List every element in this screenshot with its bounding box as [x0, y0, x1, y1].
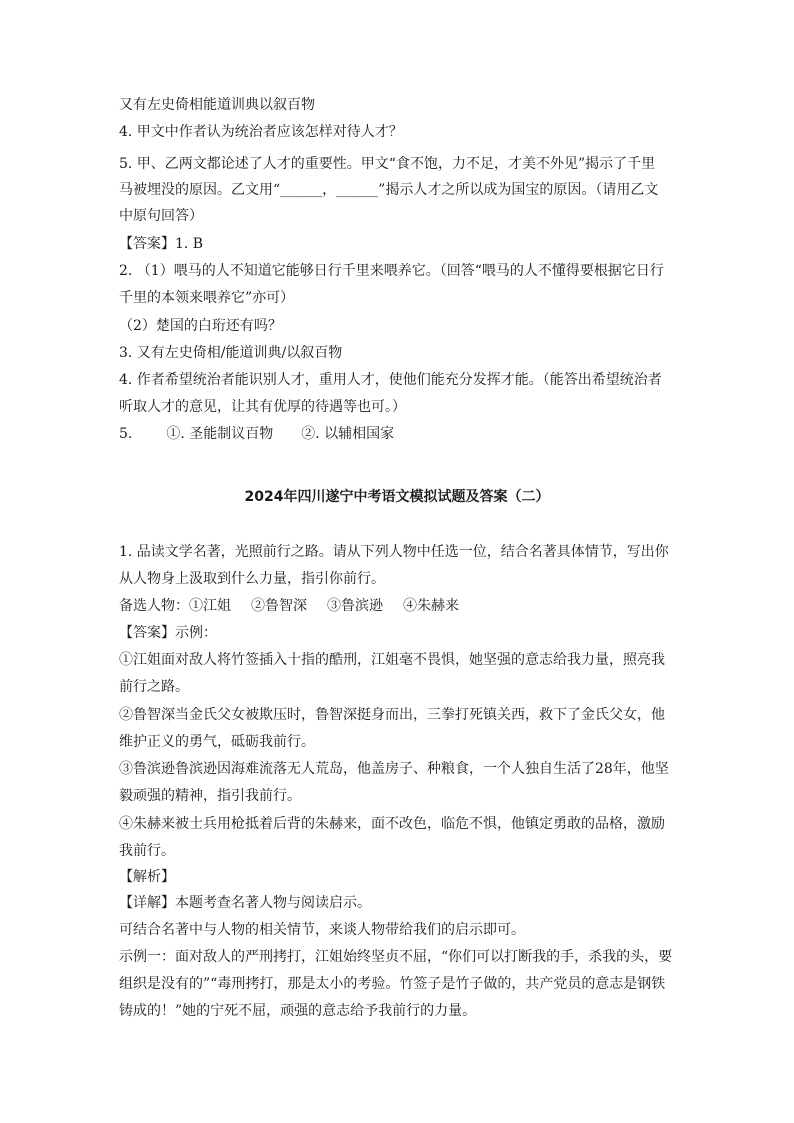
example-1: ①江姐面对敌人将竹签插入十指的酷刑，江姐毫不畏惧，她坚强的意志给我力量，照亮我: [119, 652, 665, 668]
text-line: 前行之路。: [119, 679, 189, 695]
analysis-heading: 【解析】: [119, 869, 175, 885]
text-line: 我前行。: [119, 843, 175, 859]
example-4: ④朱赫来被士兵用枪抵着后背的朱赫来，面不改色，临危不惧，他镇定勇敢的品格，激励: [119, 816, 665, 832]
answer-2: 2. （1）喂马的人不知道它能够日行千里来喂养它。（回答“喂马的人不懂得要根据它日行: [119, 263, 664, 279]
candidate-2: ②鲁智深: [251, 598, 307, 614]
answer-5-part-2: ②. 以辅相国家: [301, 426, 395, 442]
sample-answer: 示例一：面对敌人的严刑拷打，江姐始终坚贞不屈，“你们可以打断我的手，杀我的头，要: [119, 949, 673, 965]
answer-3: 3. 又有左史倚相/能道训典/以叙百物: [119, 345, 343, 361]
text-line: 又有左史倚相能道训典以叙百物: [119, 97, 315, 113]
answer-5-part-1: ①. 圣能制议百物: [166, 426, 274, 442]
question-5: 5. 甲、乙两文都论述了人才的重要性。甲文“食不饱，力不足，才美不外见”揭示了千里: [119, 156, 656, 172]
text-line: 听取人才的意见，让其有优厚的待遇等也可。）: [119, 399, 406, 415]
text-line: 马被埋没的原因。乙文用“______，______”揭示人才之所以成为国宝的原因。（请用乙文: [119, 182, 659, 198]
question-4: 4. 甲文中作者认为统治者应该怎样对待人才？: [119, 124, 403, 140]
example-2: ②鲁智深当金氏父女被欺压时，鲁智深挺身而出，三拳打死镇关西，救下了金氏父女，他: [119, 707, 665, 723]
text-line: 千里的本领来喂养它”亦可）: [119, 290, 295, 306]
candidate-4: ④朱赫来: [403, 598, 459, 614]
question-1: 1. 品读文学名著，光照前行之路。请从下列人物中任选一位，结合名著具体情节，写出你: [119, 544, 669, 560]
example-3: ③鲁滨逊鲁滨逊因海难流落无人荒岛，他盖房子、种粮食，一个人独自生活了28年，他坚: [119, 761, 669, 777]
answer-5: [119, 421, 689, 447]
text-line: 铸成的！”她的宁死不屈，顽强的意志给予我前行的力量。: [119, 1003, 477, 1019]
section-title: 2024年四川遂宁中考语文模拟试题及答案（二）: [244, 489, 550, 505]
text-line: 组织是没有的”“毒刑拷打，那是太小的考验。竹签子是竹子做的，共产党员的意志是钢铁: [119, 976, 666, 992]
candidate-3: ③鲁滨逊: [327, 598, 383, 614]
text-line: 可结合名著中与人物的相关情节，来谈人物带给我们的启示即可。: [119, 922, 525, 938]
answer-5-number: 5.: [119, 426, 133, 442]
answer-heading: 【答案】示例：: [119, 625, 217, 641]
candidate-1: 备选人物：①江姐: [119, 598, 231, 614]
answer-heading: 【答案】1. B: [119, 236, 204, 252]
answer-4: 4. 作者希望统治者能识别人才，重用人才，使他们能充分发挥才能。（能答出希望统治者: [119, 372, 662, 388]
text-line: 从人物身上汲取到什么力量，指引你前行。: [119, 571, 385, 587]
text-line: 毅顽强的精神，指引我前行。: [119, 788, 301, 804]
answer-2-2: （2）楚国的白珩还有吗？: [119, 318, 282, 334]
text-line: 维护正义的勇气，砥砺我前行。: [119, 734, 315, 750]
text-line: 中原句回答）: [119, 208, 203, 224]
detail-heading: 【详解】本题考查名著人物与阅读启示。: [119, 895, 371, 911]
candidate-list: [119, 593, 689, 619]
